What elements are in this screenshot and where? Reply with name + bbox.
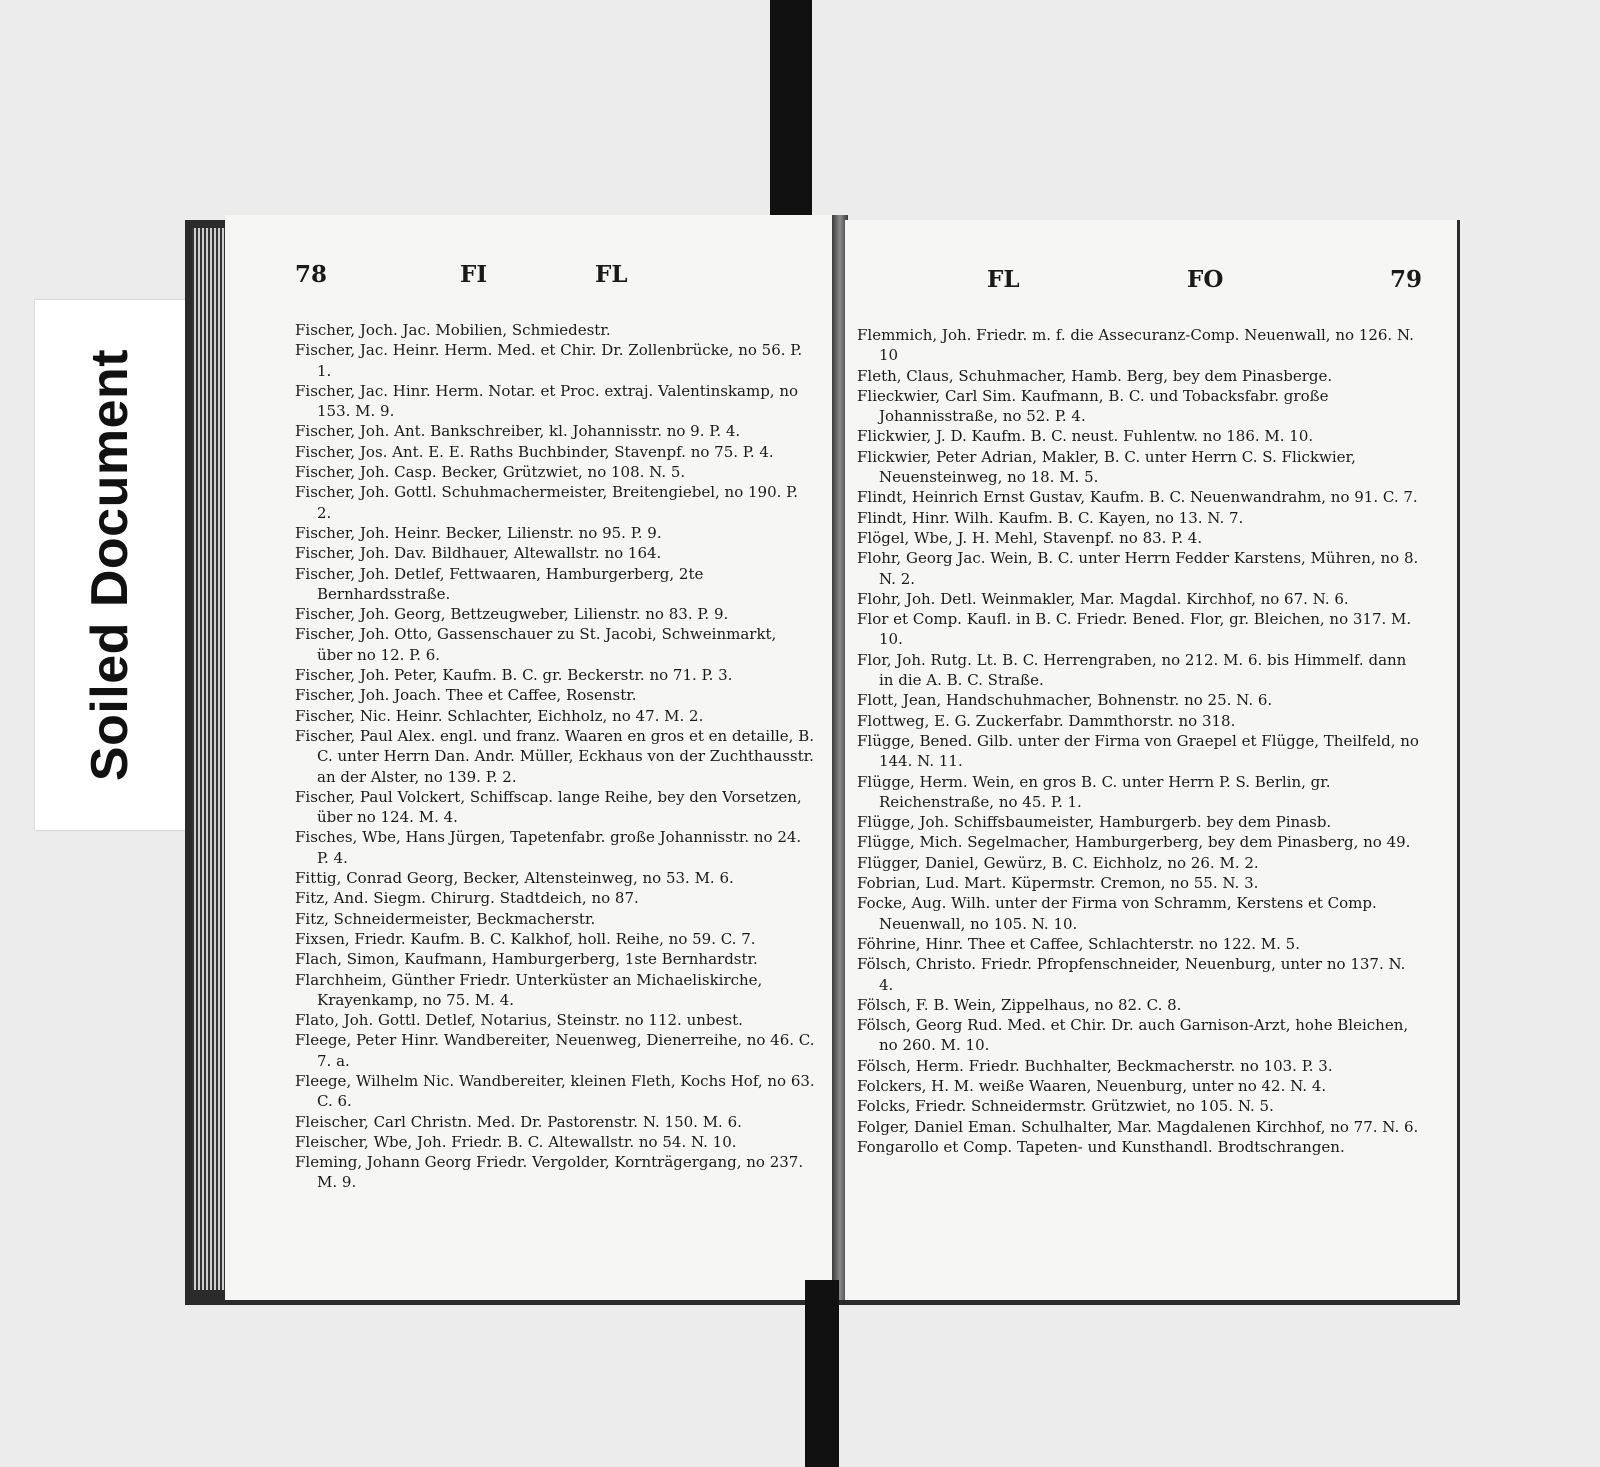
running-head: FL <box>595 261 628 288</box>
directory-entry: Flögel, Wbe, J. H. Mehl, Stavenpf. no 83. P. 4. <box>857 528 1203 547</box>
running-head: FL <box>987 266 1020 293</box>
binding-strap-top <box>770 0 812 230</box>
directory-entry: Flügger, Daniel, Gewürz, B. C. Eichholz, no 26. M. 2. <box>857 853 1259 872</box>
directory-entry: Fischer, Jac. Hinr. Herm. Notar. et Proc. extraj. Valentinskamp, no 153. M. 9. <box>295 381 799 421</box>
directory-entry: Fischer, Jos. Ant. E. E. Raths Buchbinder, Stavenpf. no 75. P. 4. <box>295 442 774 461</box>
directory-entry: Fischer, Joh. Ant. Bankschreiber, kl. Johannisstr. no 9. P. 4. <box>295 422 741 441</box>
directory-entry: Fobrian, Lud. Mart. Küpermstr. Cremon, no 55. N. 3. <box>857 874 1259 893</box>
directory-entry: Fisches, Wbe, Hans Jürgen, Tapetenfabr. große Johannisstr. no 24. P. 4. <box>295 828 802 867</box>
directory-entry: Folckers, H. M. weiße Waaren, Neuenburg, unter no 42. N. 4. <box>857 1076 1327 1095</box>
directory-entry: Flindt, Hinr. Wilh. Kaufm. B. C. Kayen, no 13. N. 7. <box>857 508 1244 527</box>
directory-entry: Fleege, Wilhelm Nic. Wandbereiter, kleinen Fleth, Kochs Hof, no 63. C. 6. <box>295 1071 815 1111</box>
right-page <box>845 220 1457 1300</box>
directory-entry: Fölsch, Christo. Friedr. Pfropfenschneider, Neuenburg, unter no 137. N. 4. <box>857 955 1406 994</box>
directory-entry: Fölsch, F. B. Wein, Zippelhaus, no 82. C. 8. <box>857 995 1182 1014</box>
directory-entry: Fleege, Peter Hinr. Wandbereiter, Neuenweg, Dienerreihe, no 46. C. 7. a. <box>295 1031 815 1070</box>
directory-entry: Flohr, Georg Jac. Wein, B. C. unter Herrn Fedder Karstens, Mühren, no 8. N. 2. <box>857 549 1419 588</box>
directory-entry: Folger, Daniel Eman. Schulhalter, Mar. Magdalenen Kirchhof, no 77. N. 6. <box>857 1117 1419 1136</box>
directory-entry: Flügge, Bened. Gilb. unter der Firma von Graepel et Flügge, Theilfeld, no 144. N. 11. <box>857 731 1419 771</box>
page-edges <box>192 228 228 1290</box>
directory-entry: Fitz, And. Siegm. Chirurg. Stadtdeich, no 87. <box>295 889 639 908</box>
binding-strap-bottom <box>805 1280 839 1467</box>
directory-entry: Fischer, Joh. Georg, Bettzeugweber, Lilienstr. no 83. P. 9. <box>295 605 729 624</box>
directory-entry: Föhrine, Hinr. Thee et Caffee, Schlachterstr. no 122. M. 5. <box>857 934 1300 953</box>
directory-entry: Flor, Joh. Rutg. Lt. B. C. Herrengraben, no 212. M. 6. bis Himmelf. dann in die A. B. C. Straße. <box>857 650 1407 690</box>
directory-entry: Fischer, Joh. Dav. Bildhauer, Altewallstr. no 164. <box>295 544 662 563</box>
directory-entry: Flügge, Mich. Segelmacher, Hamburgerberg, bey dem Pinasberg, no 49. <box>857 833 1411 852</box>
directory-entry: Fleming, Johann Georg Friedr. Vergolder, Kornträgergang, no 237. M. 9. <box>295 1153 804 1192</box>
directory-entry: Flieckwier, Carl Sim. Kaufmann, B. C. und Tobacksfabr. große Johannisstraße, no 52. P. 4. <box>857 386 1329 426</box>
directory-entry: Fischer, Jac. Heinr. Herm. Med. et Chir. Dr. Zollenbrücke, no 56. P. 1. <box>295 341 803 380</box>
directory-entry: Fischer, Nic. Heinr. Schlachter, Eichholz, no 47. M. 2. <box>295 706 704 725</box>
directory-entry: Flottweg, E. G. Zuckerfabr. Dammthorstr. no 318. <box>857 711 1236 730</box>
directory-entry: Fölsch, Georg Rud. Med. et Chir. Dr. auch Garnison-Arzt, hohe Bleichen, no 260. M. 10. <box>857 1016 1409 1055</box>
page-number: 79 <box>1389 266 1422 293</box>
directory-entry: Flemmich, Joh. Friedr. m. f. die Assecuranz-Comp. Neuenwall, no 126. N. 10 <box>857 326 1414 365</box>
directory-entry: Fischer, Joh. Peter, Kaufm. B. C. gr. Beckerstr. no 71. P. 3. <box>295 666 733 685</box>
directory-entry: Flügge, Herm. Wein, en gros B. C. unter Herrn P. S. Berlin, gr. Reichenstraße, no 45. P. 1. <box>857 772 1331 811</box>
directory-entry: Flott, Jean, Handschuhmacher, Bohnenstr. no 25. N. 6. <box>857 691 1273 710</box>
directory-entry: Fischer, Joh. Casp. Becker, Grützwiet, no 108. N. 5. <box>295 463 686 482</box>
directory-entry: Fischer, Joch. Jac. Mobilien, Schmiedestr. <box>295 321 611 339</box>
directory-entry: Fischer, Joh. Detlef, Fettwaaren, Hamburgerberg, 2te Bernhardsstraße. <box>295 564 704 603</box>
soiled-document-label: Soiled Document <box>81 348 139 782</box>
directory-entry: Fongarollo et Comp. Tapeten- und Kunsthandl. Brodtschrangen. <box>857 1137 1345 1156</box>
directory-entry: Fleischer, Wbe, Joh. Friedr. B. C. Altewallstr. no 54. N. 10. <box>295 1132 737 1151</box>
left-page-header <box>295 215 816 320</box>
directory-entry: Fölsch, Herm. Friedr. Buchhalter, Beckmacherstr. no 103. P. 3. <box>857 1056 1333 1075</box>
running-head: FO <box>1187 266 1224 293</box>
directory-entry: Flickwier, Peter Adrian, Makler, B. C. unter Herrn C. S. Flickwier, Neuensteinweg, no 18. M. 5. <box>857 447 1356 487</box>
directory-entry: Focke, Aug. Wilh. unter der Firma von Schramm, Kerstens et Comp. Neuenwall, no 105. N. 10. <box>857 894 1377 933</box>
directory-entry: Fleischer, Carl Christn. Med. Dr. Pastorenstr. N. 150. M. 6. <box>295 1112 742 1131</box>
directory-entry: Fischer, Joh. Otto, Gassenschauer zu St. Jacobi, Schweinmarkt, über no 12. P. 6. <box>295 625 777 664</box>
directory-entry: Fischer, Joh. Heinr. Becker, Lilienstr. no 95. P. 9. <box>295 523 662 542</box>
directory-entry: Fischer, Paul Volckert, Schiffscap. lange Reihe, bey den Vorsetzen, über no 124. M. 4. <box>295 787 802 827</box>
directory-entry: Flor et Comp. Kaufl. in B. C. Friedr. Bened. Flor, gr. Bleichen, no 317. M. 10. <box>857 610 1412 649</box>
directory-entry: Flindt, Heinrich Ernst Gustav, Kaufm. B. C. Neuenwandrahm, no 91. C. 7. <box>857 488 1418 507</box>
directory-entry: Flato, Joh. Gottl. Detlef, Notarius, Steinstr. no 112. unbest. <box>295 1011 743 1030</box>
directory-entry: Fitz, Schneidermeister, Beckmacherstr. <box>295 909 596 928</box>
directory-entry: Fischer, Joh. Joach. Thee et Caffee, Rosenstr. <box>295 686 637 705</box>
directory-entries <box>857 325 1422 1157</box>
running-head: FI <box>460 261 488 288</box>
directory-entry: Fleth, Claus, Schuhmacher, Hamb. Berg, bey dem Pinasberge. <box>857 366 1333 385</box>
directory-entry: Flarchheim, Günther Friedr. Unterküster an Michaeliskirche, Krayenkamp, no 75. M. 4. <box>295 970 763 1009</box>
directory-entry: Flohr, Joh. Detl. Weinmakler, Mar. Magdal. Kirchhof, no 67. N. 6. <box>857 589 1349 608</box>
directory-entry: Fischer, Joh. Gottl. Schuhmachermeister, Breitengiebel, no 190. P. 2. <box>295 483 799 522</box>
directory-entry: Folcks, Friedr. Schneidermstr. Grützwiet, no 105. N. 5. <box>857 1097 1274 1116</box>
directory-entry: Flügge, Joh. Schiffsbaumeister, Hamburgerb. bey dem Pinasb. <box>857 813 1332 832</box>
directory-entry: Fittig, Conrad Georg, Becker, Altensteinweg, no 53. M. 6. <box>295 869 734 888</box>
directory-entry: Flach, Simon, Kaufmann, Hamburgerberg, 1ste Bernhardstr. <box>295 950 758 969</box>
left-page <box>225 215 836 1300</box>
directory-entry: Fischer, Paul Alex. engl. und franz. Waaren en gros et en detaille, B. C. unter Herrn Dan. Andr. Müller, Eckhaus von der Zuchthausstr. an der Alster, no 139. P. 2. <box>295 726 814 786</box>
page-number: 78 <box>295 261 328 288</box>
directory-entry: Flickwier, J. D. Kaufm. B. C. neust. Fuhlentw. no 186. M. 10. <box>857 427 1314 446</box>
directory-entries <box>295 320 816 1193</box>
right-page-header <box>857 220 1422 325</box>
directory-entry: Fixsen, Friedr. Kaufm. B. C. Kalkhof, holl. Reihe, no 59. C. 7. <box>295 929 756 948</box>
